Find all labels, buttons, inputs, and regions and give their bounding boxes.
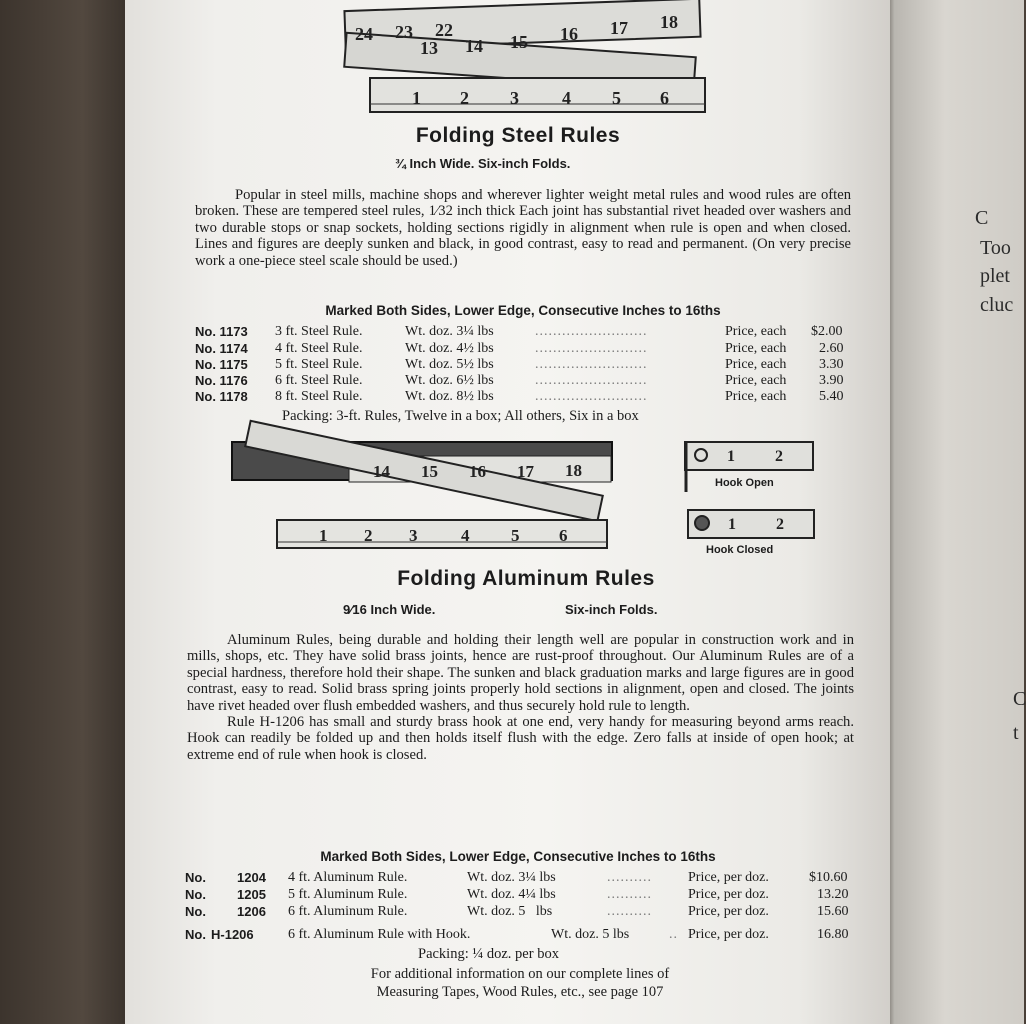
ruler-number: 6: [660, 88, 669, 108]
item-description: 4 ft. Aluminum Rule.: [288, 870, 408, 885]
price: 16.80: [817, 927, 849, 942]
price-label: Price, each: [725, 357, 787, 372]
price: 2.60: [819, 341, 844, 356]
aluminum-rule-illustration: [229, 436, 619, 558]
item-number: No. 1175: [195, 357, 248, 372]
price: $10.60: [809, 870, 848, 885]
table-row: [195, 324, 855, 340]
item-number: No. 1178: [195, 389, 248, 404]
price: 13.20: [817, 887, 849, 902]
adjacent-page-text: Too: [980, 237, 1011, 259]
ruler-number: 18: [565, 461, 582, 480]
ruler-number: 3: [510, 88, 519, 108]
hook-closed-caption: Hook Closed: [706, 544, 774, 556]
leader-dots: ..........: [607, 887, 652, 902]
item-description: 6 ft. Aluminum Rule.: [288, 904, 408, 919]
ruler-number: 13: [420, 38, 438, 58]
ruler-number: 5: [612, 88, 621, 108]
adjacent-page-text: C: [975, 207, 989, 229]
item-number: No. 1173: [195, 324, 248, 339]
table-row: [195, 341, 855, 357]
ruler-number: 5: [511, 526, 520, 545]
item-number: No. 1176: [195, 373, 248, 388]
ruler-number: 18: [660, 12, 678, 32]
ruler-number: 6: [559, 526, 568, 545]
item-number-prefix: No.: [185, 904, 206, 919]
table-row: [195, 373, 855, 389]
leader-dots: ..........: [607, 904, 652, 919]
aluminum-folds-subtitle: Six-inch Folds.: [565, 602, 658, 617]
ruler-number: 2: [775, 448, 783, 465]
leader-dots: ..........: [607, 870, 652, 885]
item-description: 8 ft. Steel Rule.: [275, 389, 363, 404]
ruler-number: 14: [465, 36, 483, 56]
leader-dots: .........................: [535, 389, 648, 404]
adjacent-page-text: cluc: [980, 294, 1014, 316]
price-label: Price, per doz.: [688, 927, 769, 942]
price-label: Price, per doz.: [688, 904, 769, 919]
item-code: H-1206: [211, 927, 254, 942]
item-number-prefix: No.: [185, 927, 206, 942]
item-description: 3 ft. Steel Rule.: [275, 324, 363, 339]
ruler-number: 1: [412, 88, 421, 108]
steel-rules-description: [195, 187, 851, 269]
leader-dots: .........................: [535, 341, 648, 356]
hook-open-caption: Hook Open: [715, 477, 774, 489]
item-description: 5 ft. Aluminum Rule.: [288, 887, 408, 902]
ruler-number: 2: [776, 516, 784, 533]
price-label: Price, per doz.: [688, 870, 769, 885]
aluminum-packing-note: Packing: ¼ doz. per box: [418, 946, 559, 962]
item-weight: Wt. doz. 3¼ lbs: [467, 870, 556, 885]
item-number-prefix: No.: [185, 887, 206, 902]
footer-reference-line-2: Measuring Tapes, Wood Rules, etc., see page 107: [376, 984, 664, 1000]
ruler-number: 4: [461, 526, 470, 545]
adjacent-page: [880, 0, 1024, 1024]
ruler-number: 14: [373, 462, 390, 481]
item-weight: Wt. doz. 5 lbs: [551, 927, 630, 942]
ruler-number: 16: [560, 24, 578, 44]
price: 3.30: [819, 357, 844, 372]
price-label: Price, per doz.: [688, 887, 769, 902]
price: $2.00: [811, 324, 843, 339]
steel-rule-illustration: [340, 0, 710, 118]
table-row: [185, 887, 865, 903]
item-number-prefix: No.: [185, 870, 206, 885]
ruler-number: 4: [562, 88, 571, 108]
price-label: Price, each: [725, 324, 787, 339]
ruler-number: 15: [421, 462, 438, 481]
steel-packing-note: Packing: 3-ft. Rules, Twelve in a box; All others, Six in a box: [282, 408, 639, 424]
item-weight: Wt. doz. 5 lbs: [467, 904, 553, 919]
table-row: [185, 904, 865, 920]
item-weight: Wt. doz. 4¼ lbs: [467, 887, 556, 902]
ruler-number: 17: [517, 462, 534, 481]
item-code: 1206: [237, 904, 266, 919]
price: 3.90: [819, 373, 844, 388]
aluminum-width-subtitle: 9⁄16 Inch Wide.: [343, 602, 436, 617]
ruler-number: 1: [727, 448, 735, 465]
item-description: 6 ft. Aluminum Rule with Hook.: [288, 927, 471, 942]
leader-dots: ..: [669, 927, 678, 942]
ruler-number: 24: [355, 24, 373, 44]
price-label: Price, each: [725, 373, 787, 388]
item-weight: Wt. doz. 3¼ lbs: [405, 324, 494, 339]
aluminum-rules-description: [187, 632, 854, 763]
item-code: 1205: [237, 887, 266, 902]
item-number: No. 1174: [195, 341, 248, 356]
item-description: 6 ft. Steel Rule.: [275, 373, 363, 388]
aluminum-rules-title: Folding Aluminum Rules: [397, 567, 655, 590]
aluminum-description-text: Aluminum Rules, being durable and holding their length well are popular in construction work and in mills, shops, etc. They have solid brass joints, hence are rust-proof throughout. Our Aluminum Rules are of a special hardness, therefore hold their shape. The sunken and black graduation marks and large figures are in good contrast, easy to read. Solid brass spring joints properly hold sections in alignment, open and closed. The joints have rivet headed over flush embedded washers, and thus securely hold rule to length.: [187, 632, 854, 714]
leader-dots: .........................: [535, 373, 648, 388]
steel-description-text: Popular in steel mills, machine shops and wherever lighter weight metal rules and wood rules are often broken. These are tempered steel rules, 1⁄32 inch thick Each joint has substantial rivet headed over washers and two durable stops or snap sockets, holding sections rigidly in alignment when rule is open and when closed. Lines and figures are deeply sunken and black, in good contrast, easy to read and permanent. (On very precise work a one-piece steel scale should be used.): [195, 187, 851, 269]
price: 5.40: [819, 389, 844, 404]
table-row: [185, 870, 865, 886]
ruler-number: 16: [469, 462, 486, 481]
ruler-number: 23: [395, 22, 413, 42]
table-row: [195, 357, 855, 373]
ruler-number: 22: [435, 20, 453, 40]
leader-dots: .........................: [535, 357, 648, 372]
aluminum-hook-description-text: Rule H-1206 has small and sturdy brass hook at one end, very handy for measuring beyond arms reach. Hook can readily be folded up and then holds itself flush with the edge. Zero falls at inside of open hook; at extreme end of rule when hook is closed.: [187, 714, 854, 763]
item-weight: Wt. doz. 4½ lbs: [405, 341, 494, 356]
item-weight: Wt. doz. 8½ lbs: [405, 389, 494, 404]
adjacent-page-text: plet: [980, 265, 1010, 287]
item-weight: Wt. doz. 6½ lbs: [405, 373, 494, 388]
item-description: 4 ft. Steel Rule.: [275, 341, 363, 356]
ruler-number: 17: [610, 18, 628, 38]
leader-dots: .........................: [535, 324, 648, 339]
footer-reference-line-1: For additional information on our complete lines of: [370, 966, 670, 982]
table-row: [185, 927, 865, 943]
ruler-number: 3: [409, 526, 418, 545]
ruler-number: 1: [728, 516, 736, 533]
hook-closed-illustration: [686, 508, 816, 540]
adjacent-page-text: C: [1013, 688, 1026, 710]
ruler-number: 2: [364, 526, 373, 545]
item-weight: Wt. doz. 5½ lbs: [405, 357, 494, 372]
price-label: Price, each: [725, 341, 787, 356]
steel-rules-title: Folding Steel Rules: [415, 124, 621, 147]
ruler-number: 1: [319, 526, 328, 545]
ruler-number: 15: [510, 32, 528, 52]
item-code: 1204: [237, 870, 266, 885]
adjacent-page-text: t: [1013, 722, 1019, 744]
price-label: Price, each: [725, 389, 787, 404]
catalog-page: [125, 0, 890, 1024]
ruler-number: 2: [460, 88, 469, 108]
item-description: 5 ft. Steel Rule.: [275, 357, 363, 372]
price: 15.60: [817, 904, 849, 919]
table-row: [195, 389, 855, 405]
steel-table-heading: Marked Both Sides, Lower Edge, Consecutive Inches to 16ths: [325, 303, 721, 318]
aluminum-table-heading: Marked Both Sides, Lower Edge, Consecutive Inches to 16ths: [320, 849, 716, 864]
steel-rules-subtitle: ¾ Inch Wide. Six-inch Folds.: [395, 156, 571, 171]
